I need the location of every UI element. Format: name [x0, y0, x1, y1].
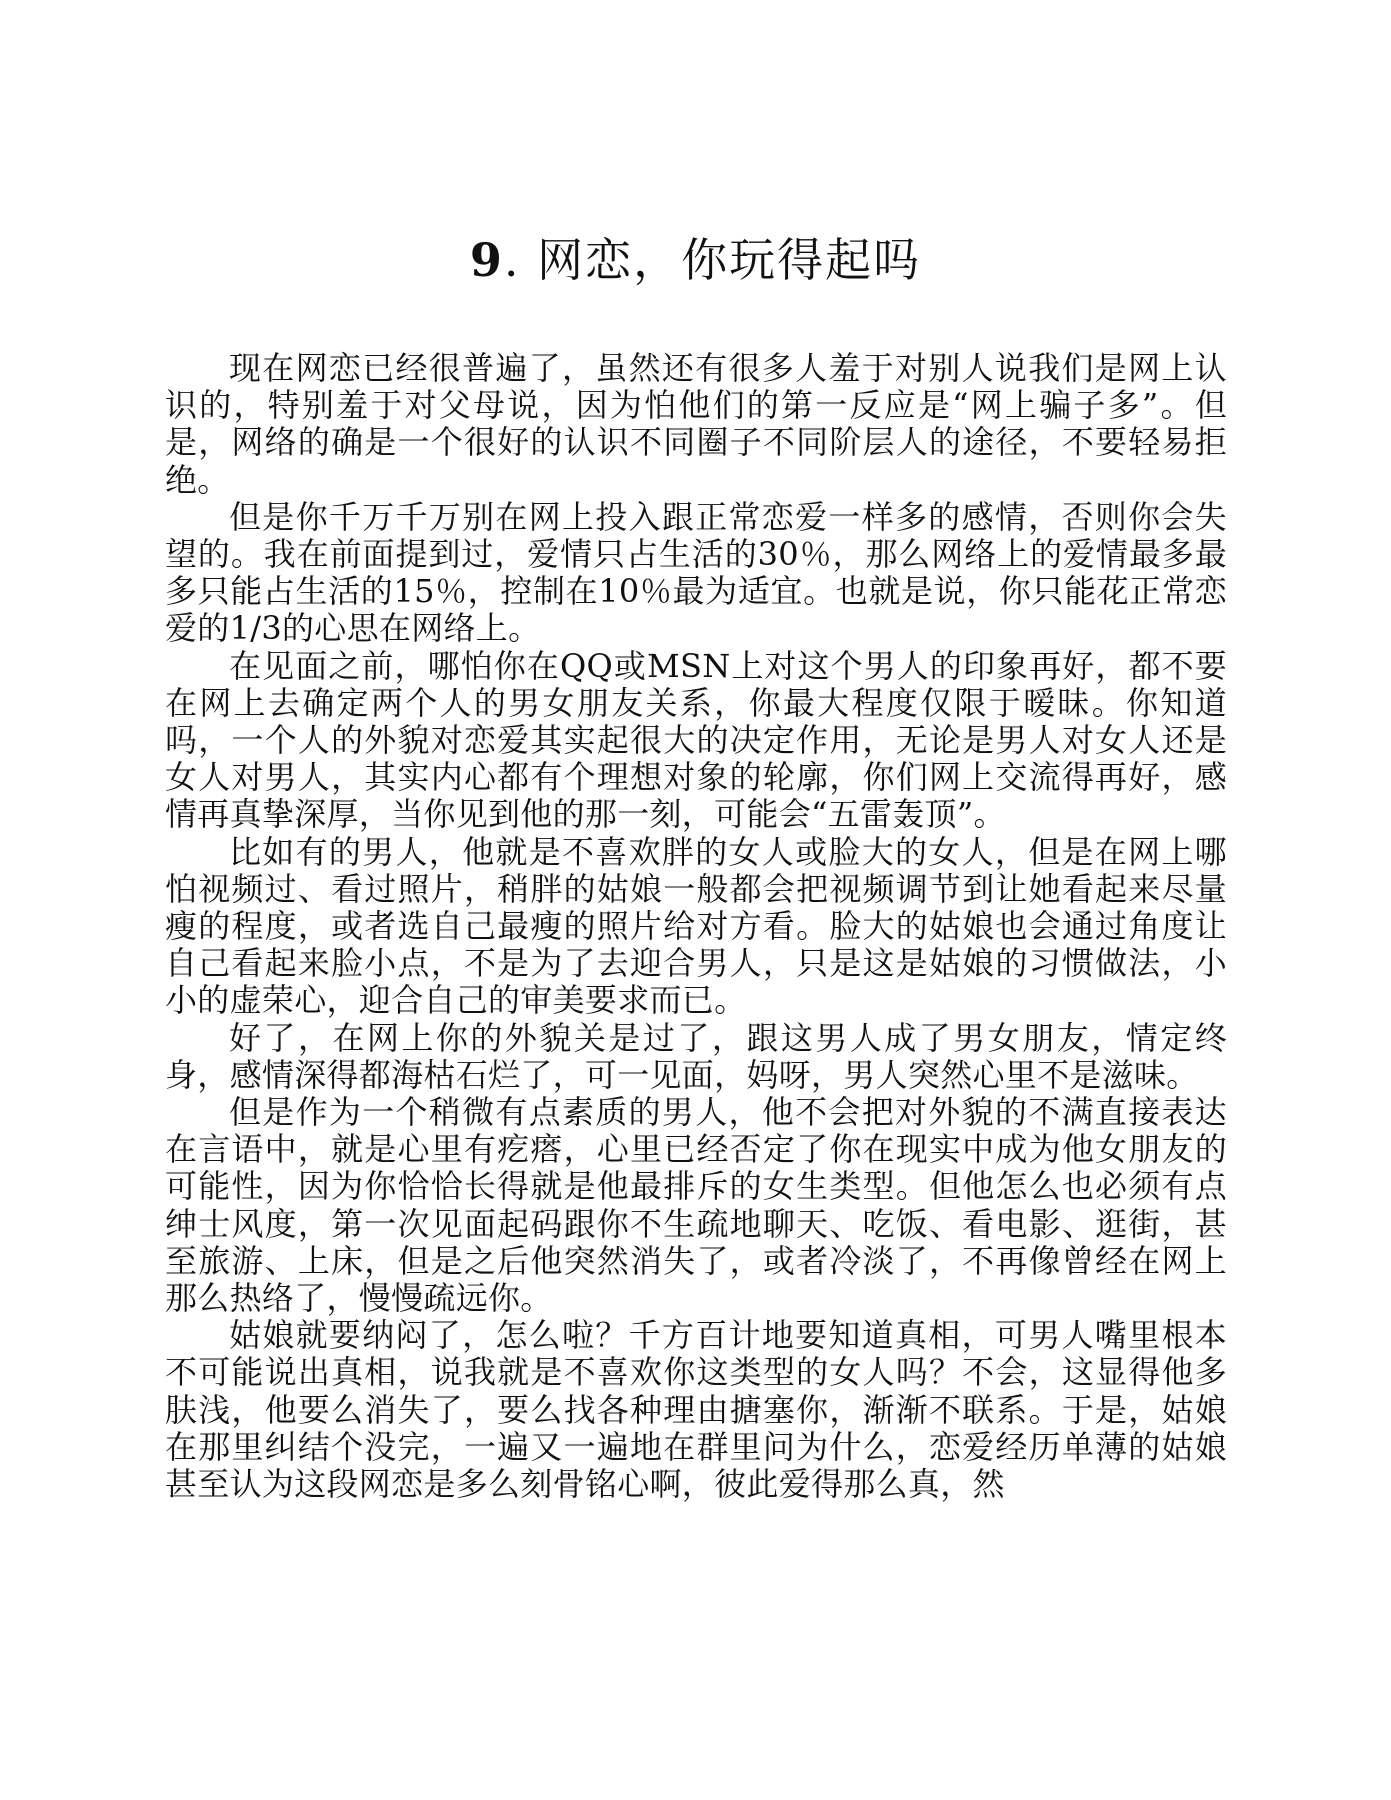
chapter-title-text: 网恋，你玩得起吗 — [537, 233, 922, 287]
chapter-number: 9 — [469, 233, 504, 287]
body-text — [165, 350, 1227, 1503]
paragraph-4: 比如有的男人，他就是不喜欢胖的女人或脸大的女人，但是在网上哪怕视频过、看过照片，稍胖的姑娘一般都会把视频调节到让她看起来尽量瘦的程度，或者选自己最瘦的照片给对方看。脸大的姑娘也会通过角度让自己看起来脸小点，不是为了去迎合男人，只是这是姑娘的习惯做法，小小的虚荣心，迎合自己的审美要求而已。 — [165, 832, 1227, 1020]
paragraph-1: 现在网恋已经很普遍了，虽然还有很多人羞于对别人说我们是网上认识的，特别羞于对父母说，因为怕他们的第一反应是“网上骗子多”。但是，网络的确是一个很好的认识不同圈子不同阶层人的途径，不要轻易拒绝。 — [165, 349, 1227, 499]
chapter-title — [0, 230, 1391, 290]
paragraph-2: 但是你千万千万别在网上投入跟正常恋爱一样多的感情，否则你会失望的。我在前面提到过，爱情只占生活的30％，那么网络上的爱情最多最多只能占生活的15％，控制在10％最为适宜。也就是说，你只能花正常恋爱的1/3的心思在网络上。 — [165, 497, 1227, 648]
paragraph-7: 姑娘就要纳闷了，怎么啦？千方百计地要知道真相，可男人嘴里根本不可能说出真相，说我就是不喜欢你这类型的女人吗？不会，这显得他多肤浅，他要么消失了，要么找各种理由搪塞你，渐渐不联系。于是，姑娘在那里纠结个没完，一遍又一遍地在群里问为什么，恋爱经历单薄的姑娘甚至认为这段网恋是多么刻骨铭心啊，彼此爱得那么真，然 — [165, 1316, 1227, 1504]
chapter-number-separator: . — [503, 233, 521, 287]
paragraph-5: 好了，在网上你的外貌关是过了，跟这男人成了男女朋友，情定终身，感情深得都海枯石烂了，可一见面，妈呀，男人突然心里不是滋味。 — [165, 1018, 1227, 1094]
paragraph-3: 在见面之前，哪怕你在QQ或MSN上对这个男人的印象再好，都不要在网上去确定两个人的男女朋友关系，你最大程度仅限于暧昧。你知道吗，一个人的外貌对恋爱其实起很大的决定作用，无论是男人对女人还是女人对男人，其实内心都有个理想对象的轮廓，你们网上交流得再好，感情再真挚深厚，当你见到他的那一刻，可能会“五雷轰顶”。 — [165, 646, 1227, 834]
paragraph-6: 但是作为一个稍微有点素质的男人，他不会把对外貌的不满直接表达在言语中，就是心里有疙瘩，心里已经否定了你在现实中成为他女朋友的可能性，因为你恰恰长得就是他最排斥的女生类型。但他怎么也必须有点绅士风度，第一次见面起码跟你不生疏地聊天、吃饭、看电影、逛街，甚至旅游、上床，但是之后他突然消失了，或者冷淡了，不再像曾经在网上那么热络了，慢慢疏远你。 — [165, 1093, 1227, 1318]
